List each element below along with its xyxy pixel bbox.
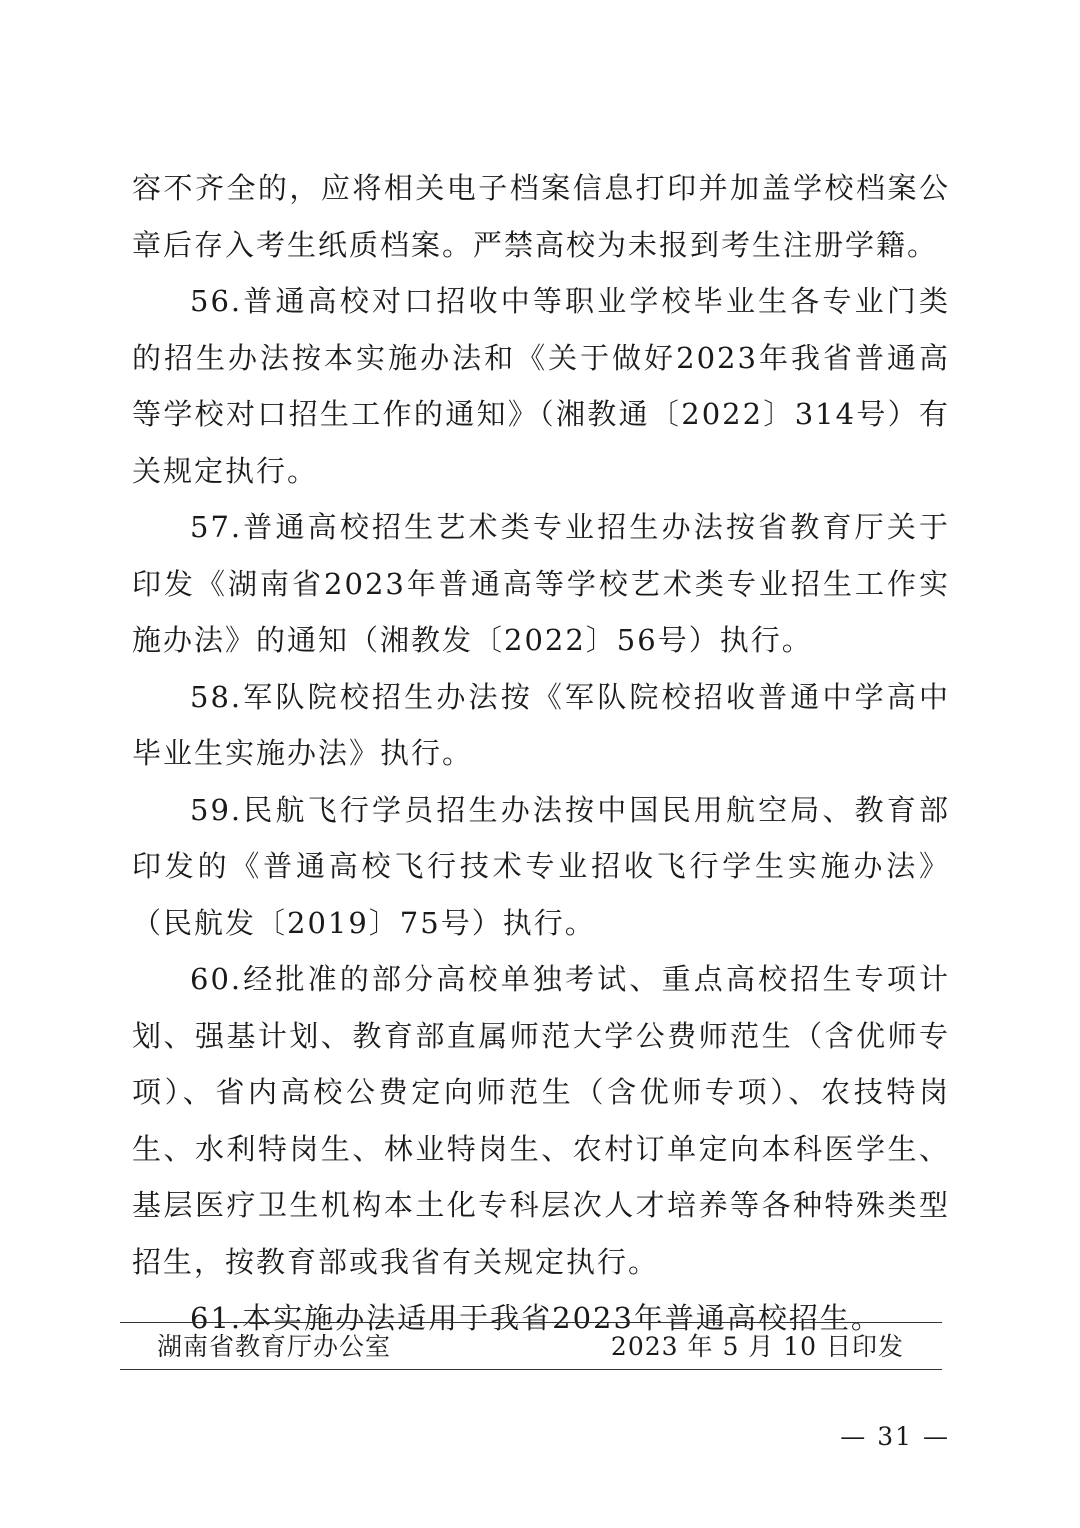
paragraph-57: 57.普通高校招生艺术类专业招生办法按省教育厅关于印发《湖南省2023年普通高等学校艺术类专业招生工作实施办法》的通知（湘教发〔2022〕56号）执行。 bbox=[132, 510, 950, 657]
paragraph-60: 60.经批准的部分高校单独考试、重点高校招生专项计划、强基计划、教育部直属师范大学公费师范生（含优师专项）、省内高校公费定向师范生（含优师专项）、农技特岗生、水利特岗生、林业特岗生、农村订单定向本科医学生、基层医疗卫生机构本土化专科层次人才培养等各种特殊类型招生，按教育部或我省有关规定执行。 bbox=[132, 962, 950, 1279]
footer-bottom-divider bbox=[120, 1369, 942, 1370]
paragraph-continuation: 容不齐全的，应将相关电子档案信息打印并加盖学校档案公章后存入考生纸质档案。严禁高校为未报到考生注册学籍。 bbox=[132, 171, 950, 262]
paragraph-61: 61.本实施办法适用于我省2023年普通高校招生。 bbox=[190, 1301, 882, 1335]
paragraph-58: 58.军队院校招生办法按《军队院校招收普通中学高中毕业生实施办法》执行。 bbox=[132, 679, 950, 770]
footer-top-divider bbox=[120, 1322, 942, 1323]
footer-issue-date: 2023 年 5 月 10 日印发 bbox=[610, 1332, 904, 1361]
paragraph-59: 59.民航飞行学员招生办法按中国民用航空局、教育部印发的《普通高校飞行技术专业招收飞行学生实施办法》（民航发〔2019〕75号）执行。 bbox=[132, 792, 950, 940]
page-number: — 31 — bbox=[840, 1422, 950, 1451]
paragraph-56: 56.普通高校对口招收中等职业学校毕业生各专业门类的招生办法按本实施办法和《关于做好2023年我省普通高等学校对口招生工作的通知》（湘教通〔2022〕314号）有关规定执行。 bbox=[132, 284, 950, 488]
footer-issuer: 湖南省教育厅办公室 bbox=[157, 1332, 392, 1361]
document-body bbox=[132, 160, 950, 1347]
